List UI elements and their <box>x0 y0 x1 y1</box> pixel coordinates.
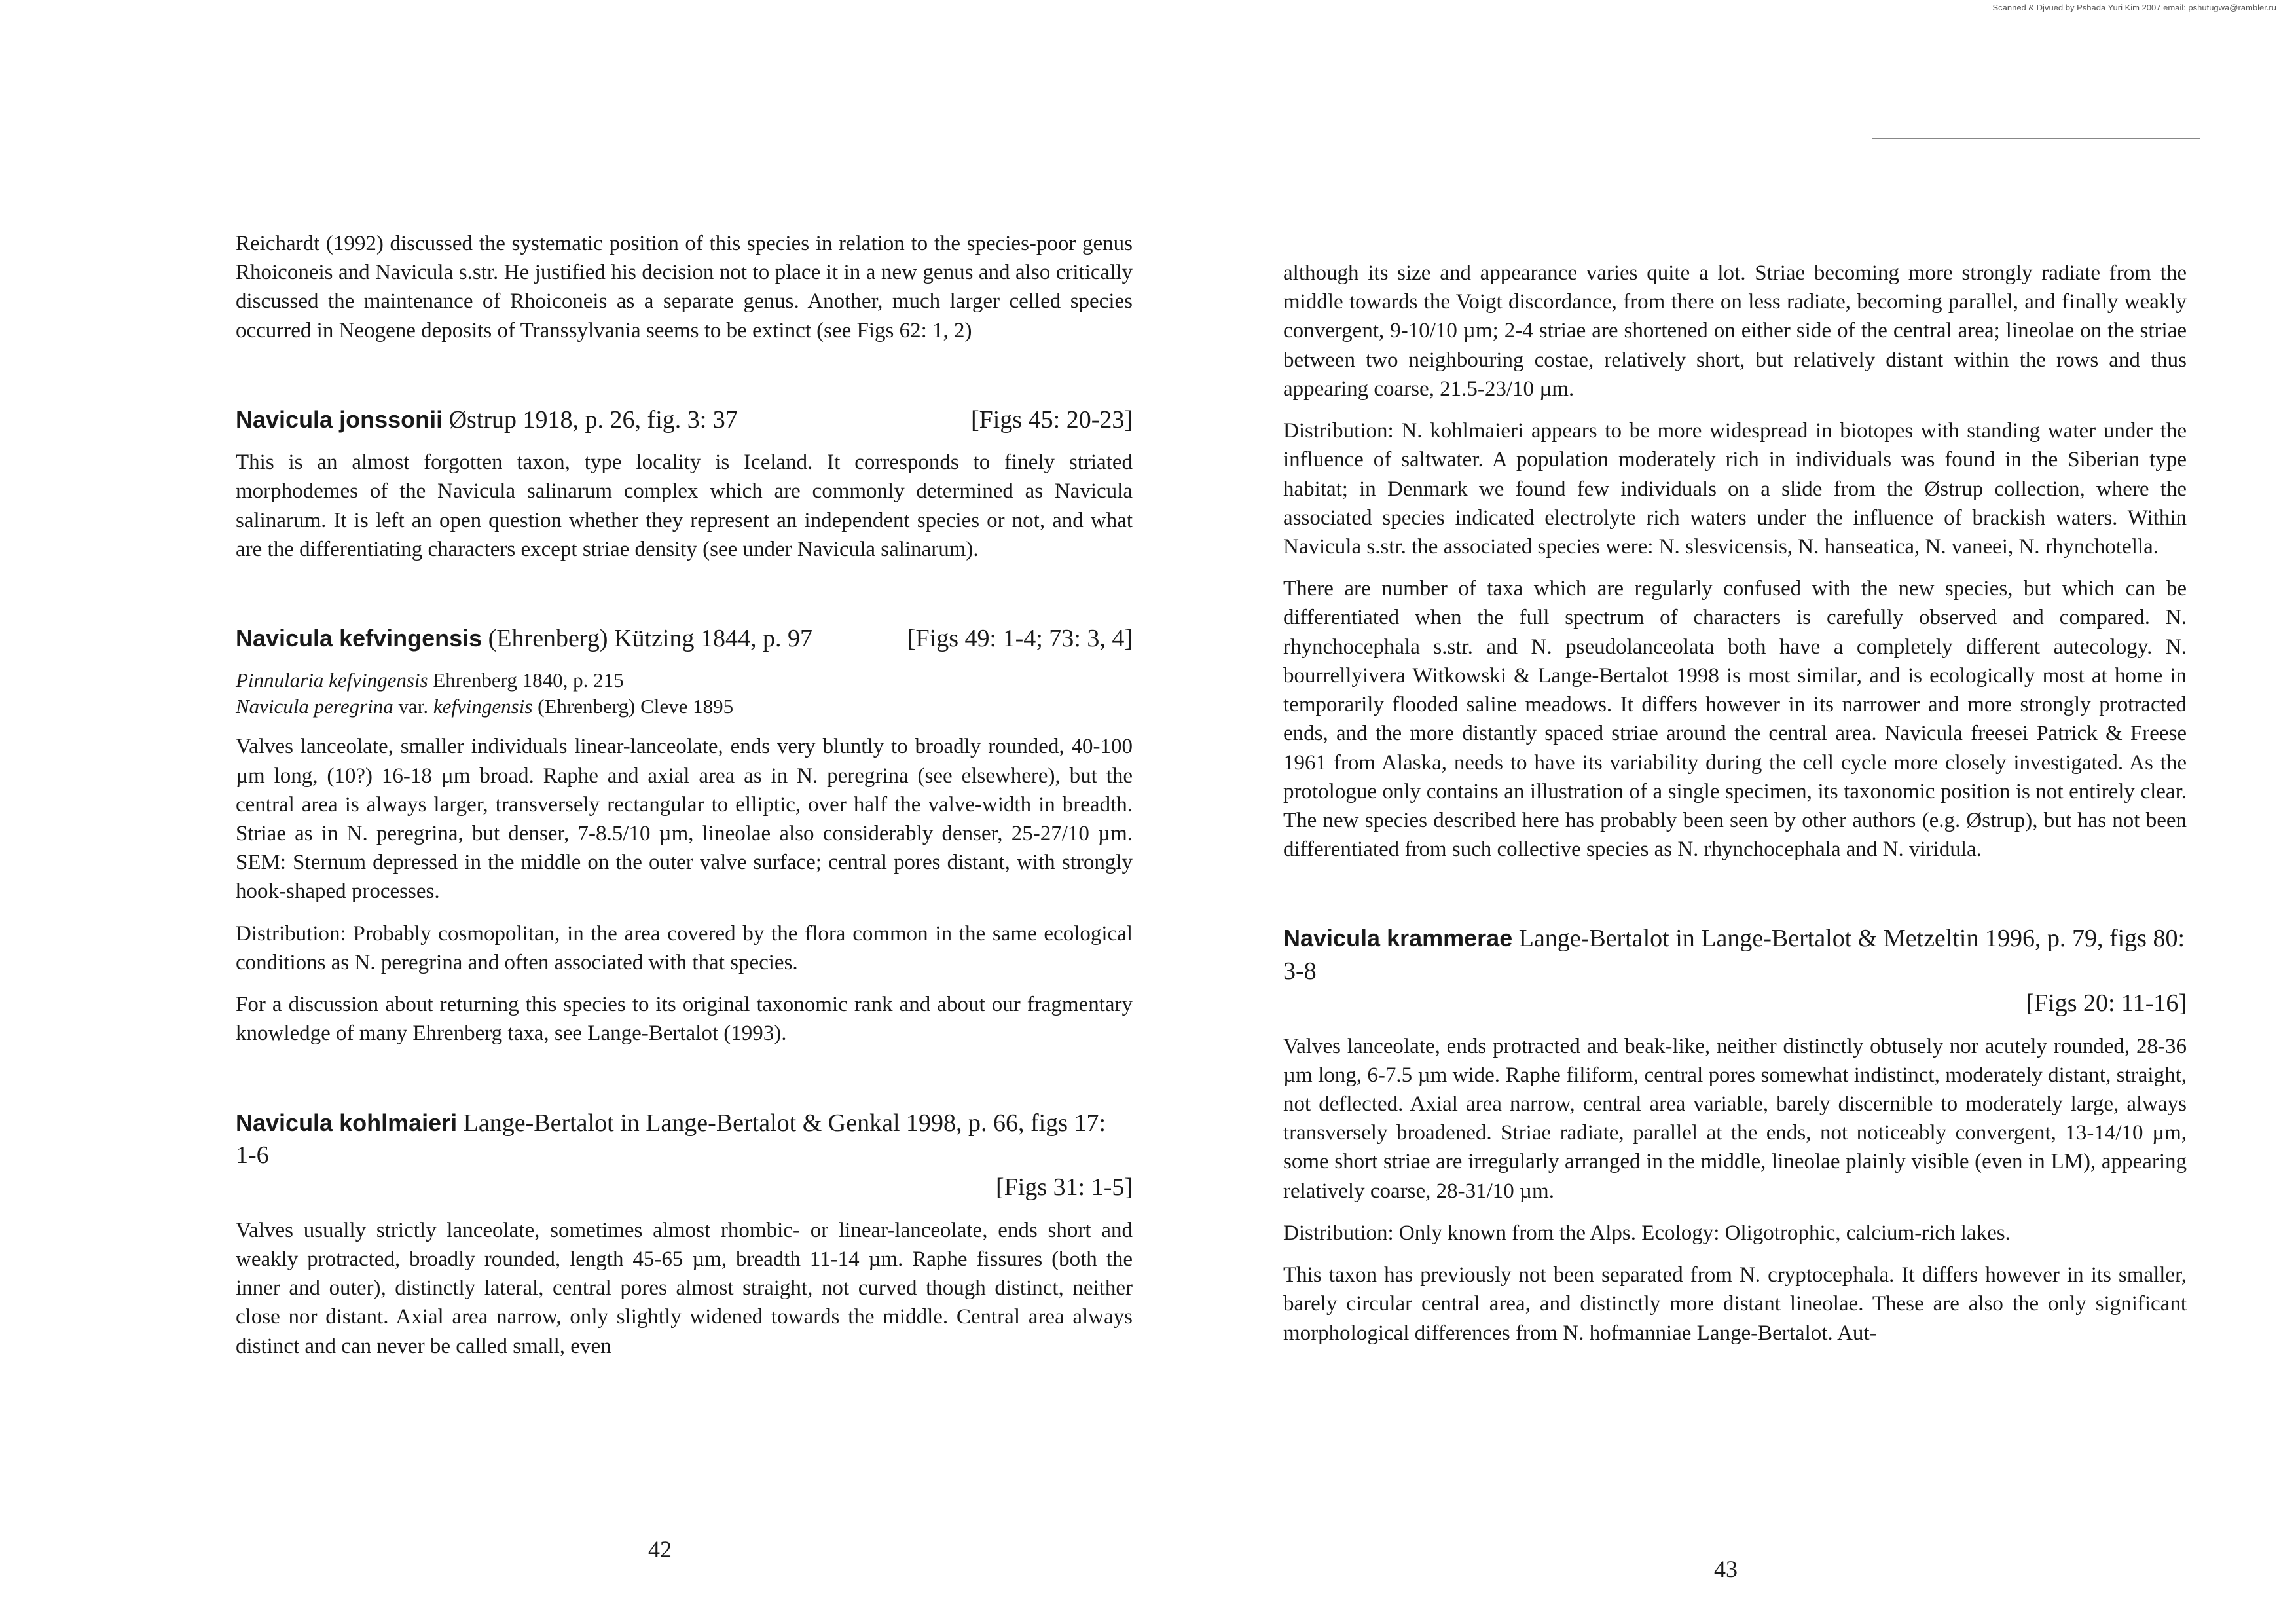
discussion-paragraph: This taxon has previously not been separated from N. cryptocephala. It differs however in its smaller, barely circular central area, and distinctly more distant lineolae. These are also the only significant morphological differences from N. hofmanniae Lange-Bertalot. Aut- <box>1283 1263 2187 1345</box>
taxon-heading-jonssonii <box>236 404 1133 436</box>
figure-reference: [Figs 31: 1-5] <box>996 1173 1133 1202</box>
synonym-name: Pinnularia kefvingensis <box>236 668 428 692</box>
taxon-description: Valves lanceolate, ends protracted and beak-like, neither distinctly obtusely nor acutely rounded, 28-36 µm long, 6-7.5 µm wide. Raphe filiform, central pores somewhat indistinct, moderately distant, straight, not deflected. Axial area narrow, central area variable, barely discernible to moderately large, always transversely broadened. Striae radiate, parallel at the ends, not noticeably convergent, 13-14/10 µm, some short striae are irregularly arranged in the middle, lineolae plainly visible (even in LM), appearing relatively coarse, 28-31/10 µm. <box>1283 1034 2187 1203</box>
taxon-authority: Østrup 1918, p. 26, fig. 3: 37 <box>448 405 738 434</box>
page-number: 43 <box>1714 1556 1738 1582</box>
intro-paragraph: Reichardt (1992) discussed the systematic position of this species in relation to the species-poor genus Rhoiconeis and Navicula s.str. He justified his decision not to place it in a new genus and also critically discussed the maintenance of Rhoiconeis as a separate genus. Another, much larger celled species occurred in Neogene deposits of Transsylvania seems to be extinct (see Figs 62: 1, 2) <box>236 232 1133 342</box>
taxon-heading-kohlmaieri <box>236 1107 1133 1204</box>
continued-description: although its size and appearance varies quite a lot. Striae becoming more strongly radiate from the middle towards the Voigt discordance, from there on less radiate, becoming parallel, and finally weakly convergent, 9-10/10 µm; 2-4 striae are shortened on either side of the central area; lineolae on the striae between two neighbouring costae, relatively short, but relatively distant within the rows and thus appearing coarse, 21.5-23/10 µm. <box>1283 261 2187 401</box>
header-rule <box>1918 138 2200 139</box>
taxon-name: Navicula kefvingensis <box>236 625 483 652</box>
taxon-authority: Lange-Bertalot in Lange-Bertalot & Genkal 1998, p. 66, figs 17: 1-6 <box>236 1109 1106 1169</box>
synonym-authority: Ehrenberg 1840, p. 215 <box>433 668 624 692</box>
taxon-authority: Lange-Bertalot in Lange-Bertalot & Metzeltin 1996, p. 79, figs 80: 3-8 <box>1283 925 2185 985</box>
figure-reference: [Figs 49: 1-4; 73: 3, 4] <box>907 625 1133 653</box>
taxon-description: This is an almost forgotten taxon, type locality is Iceland. It corresponds to finely striated morphodemes of the Navicula salinarum complex which are commonly determined as Navicula salinarum. It is left an open question whether they represent an independent species or not, and what are the differentiating characters except striae density (see under Navicula salinarum). <box>236 451 1133 561</box>
figure-reference: [Figs 20: 11-16] <box>2026 989 2187 1018</box>
taxon-name: Navicula jonssonii <box>236 405 443 433</box>
synonym-name: Navicula peregrina <box>236 695 393 718</box>
taxon-description: Valves usually strictly lanceolate, sometimes almost rhombic- or linear-lanceolate, ends short and weakly protracted, broadly rounded, length 45-65 µm, breadth 11-14 µm. Raphe fissures (both the inner and outer), distinctly lateral, central pores almost straight, not curved though distinct, neither close nor distant. Axial area narrow, only slightly widened towards the middle. Central area always distinct and can never be called small, even <box>236 1218 1133 1358</box>
taxon-heading-krammerae <box>1283 923 2187 1020</box>
distribution-paragraph: Distribution: Probably cosmopolitan, in the area covered by the flora common in the same ecological conditions as N. peregrina and often associated with that species. <box>236 921 1133 974</box>
synonym-line <box>236 693 1133 720</box>
figure-reference: [Figs 45: 20-23] <box>971 405 1133 434</box>
distribution-paragraph: Distribution: Only known from the Alps. Ecology: Oligotrophic, calcium-rich lakes. <box>1283 1221 2011 1245</box>
right-page <box>1283 259 2187 1361</box>
taxon-name: Navicula kohlmaieri <box>236 1109 458 1136</box>
synonym-rank: var. <box>398 695 429 718</box>
synonym-list <box>236 667 1133 721</box>
left-page <box>236 229 1133 1374</box>
comparison-paragraph: There are number of taxa which are regularly confused with the new species, but which can be differentiated when the full spectrum of characters is carefully observed and compared. N. rhynchocephala s.str. and N. pseudolanceolata both have a completely different autecology. N. bourrellyivera Witkowski & Lange-Bertalot 1998 is most similar, and is ecologically most at home in temporarily flooded saline meadows. It differs however in its narrower and more strongly protracted ends, and the more distantly spaced striae around the central area. Navicula freesei Patrick & Freese 1961 from Alaska, needs to have its variability during the cell cycle more closely investigated. As the protologue only contains an illustration of a single specimen, its taxonomic position is not entirely clear. The new species described here has probably been seen by other authors (e.g. Østrup), but has not been differentiated from such collective species as N. rhynchocephala and N. viridula. <box>1283 577 2187 862</box>
synonym-authority: (Ehrenberg) Cleve 1895 <box>538 695 734 718</box>
taxon-heading-kefvingensis <box>236 623 1133 655</box>
synonym-line <box>236 667 1133 694</box>
page-number: 42 <box>648 1536 672 1562</box>
synonym-variety: kefvingensis <box>433 695 533 718</box>
taxon-authority: (Ehrenberg) Kützing 1844, p. 97 <box>488 625 812 653</box>
scan-credit: Scanned & Djvued by Pshada Yuri Kim 2007 email: pshutugwa@rambler.ru <box>1992 3 2276 12</box>
discussion-paragraph: For a discussion about returning this species to its original taxonomic rank and about our fragmentary knowledge of many Ehrenberg taxa, see Lange-Bertalot (1993). <box>236 993 1133 1046</box>
taxon-name: Navicula krammerae <box>1283 925 1513 952</box>
distribution-paragraph: Distribution: N. kohlmaieri appears to be more widespread in biotopes with standing water under the influence of saltwater. A population moderately rich in individuals was found in the Siberian type habitat; in Denmark we found few individuals on a slide from the Østrup collection, where the associated species indicated electrolyte rich waters under the influence of brackish waters. Within Navicula s.str. the associated species were: N. slesvicensis, N. hanseatica, N. vaneei, N. rhynchotella. <box>1283 419 2187 559</box>
taxon-description: Valves lanceolate, smaller individuals linear-lanceolate, ends very bluntly to broadly rounded, 40-100 µm long, (10?) 16-18 µm broad. Raphe and axial area as in N. peregrina (see elsewhere), but the central area is always larger, transversely rectangular to elliptic, over half the valve-width in breadth. Striae as in N. peregrina, but denser, 7-8.5/10 µm, lineolae also considerably denser, 25-27/10 µm. SEM: Sternum depressed in the middle on the outer valve surface; central pores distant, with strongly hook-shaped processes. <box>236 735 1133 904</box>
